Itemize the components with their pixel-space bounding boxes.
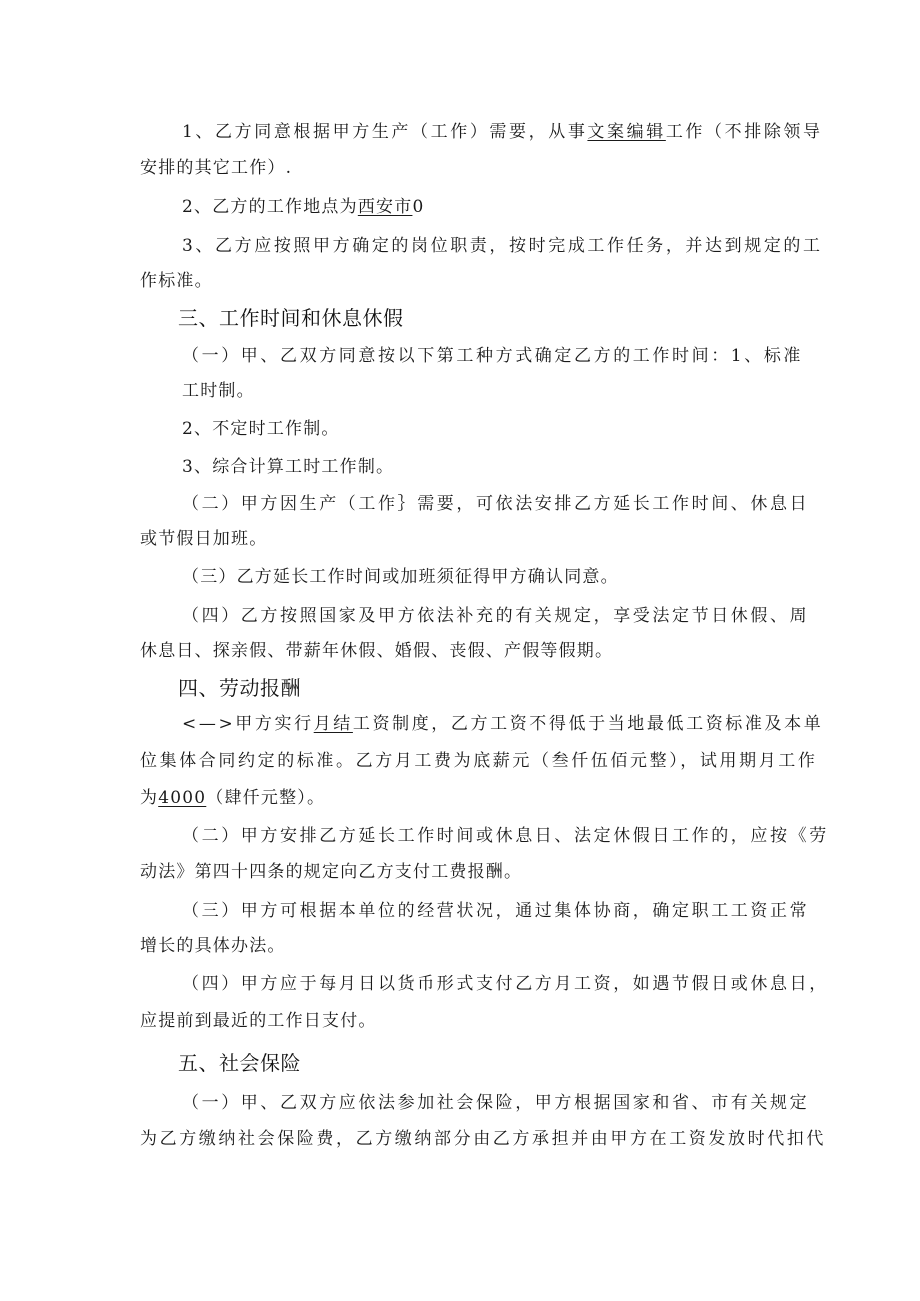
paragraph-line: 应提前到最近的工作日支付。 <box>140 1011 377 1031</box>
paragraph-line: 动法》第四十四条的规定向乙方支付工费报酬。 <box>140 862 523 882</box>
text: 工作（不排除领导 <box>665 122 823 142</box>
underlined-field: 4000 <box>158 788 207 808</box>
paragraph-line: 2、不定时工作制。 <box>182 419 340 439</box>
text: 2、乙方的工作地点为 <box>182 197 358 217</box>
section-heading: 三、工作时间和休息休假 <box>178 306 404 330</box>
paragraph-line: （一）甲、乙双方同意按以下第工种方式确定乙方的工作时间：1、标准 <box>182 346 804 366</box>
text: 为 <box>140 788 159 808</box>
section-heading: 五、社会保险 <box>178 1051 301 1075</box>
text: <—>甲方实行 <box>182 714 314 734</box>
text: 1、乙方同意根据甲方生产（工作）需要，从事 <box>182 122 588 142</box>
underlined-field: 文案编辑 <box>587 122 666 142</box>
underlined-field: 西安市 <box>357 197 413 217</box>
paragraph-line: 为乙方缴纳社会保险费，乙方缴纳部分由乙方承担并由甲方在工资发放时代扣代 <box>140 1129 826 1149</box>
paragraph-line: 安排的其它工作）. <box>140 158 293 178</box>
paragraph-line: 工时制。 <box>182 381 255 401</box>
paragraph-line: （三）甲方可根据本单位的经营状况，通过集体协商，确定职工工资正常 <box>182 901 810 921</box>
section-heading: 四、劳动报酬 <box>178 676 301 700</box>
paragraph-line <box>140 787 325 809</box>
paragraph-line: 作标准。 <box>140 271 213 291</box>
paragraph-line: （二）甲方安排乙方延长工作时间或休息日、法定休假日工作的，应按《劳 <box>182 826 829 846</box>
text: 工资制度，乙方工资不得低于当地最低工资标准及本单 <box>352 714 824 734</box>
paragraph-line: （四）甲方应于每月日以货币形式支付乙方月工资，如遇节假日或休息日， <box>182 974 829 994</box>
paragraph-line <box>182 196 424 218</box>
underlined-field: 月结 <box>313 714 353 734</box>
paragraph-line: 或节假日加班。 <box>140 529 268 549</box>
text: 0 <box>412 197 425 217</box>
paragraph-line: 休息日、探亲假、带薪年休假、婚假、丧假、产假等假期。 <box>140 641 614 661</box>
paragraph-line: 3、乙方应按照甲方确定的岗位职责，按时完成工作任务，并达到规定的工 <box>182 236 823 256</box>
paragraph-line: （三）乙方延长工作时间或加班须征得甲方确认同意。 <box>182 567 619 587</box>
paragraph-line <box>182 713 823 735</box>
paragraph-line: （二）甲方因生产（工作｝需要，可依法安排乙方延长工作时间、休息日 <box>182 494 810 514</box>
paragraph-line: （一）甲、乙双方应依法参加社会保险，甲方根据国家和省、市有关规定 <box>182 1093 810 1113</box>
paragraph-line <box>182 121 823 143</box>
paragraph-line: 增长的具体办法。 <box>140 936 286 956</box>
paragraph-line: 3、综合计算工时工作制。 <box>182 457 395 477</box>
text: （肆仟元整）。 <box>206 788 326 808</box>
paragraph-line: 位集体合同约定的标准。乙方月工费为底薪元（叁仟伍佰元整），试用期月工作 <box>140 751 818 771</box>
paragraph-line: （四）乙方按照国家及甲方依法补充的有关规定，享受法定节日休假、周 <box>182 606 810 626</box>
